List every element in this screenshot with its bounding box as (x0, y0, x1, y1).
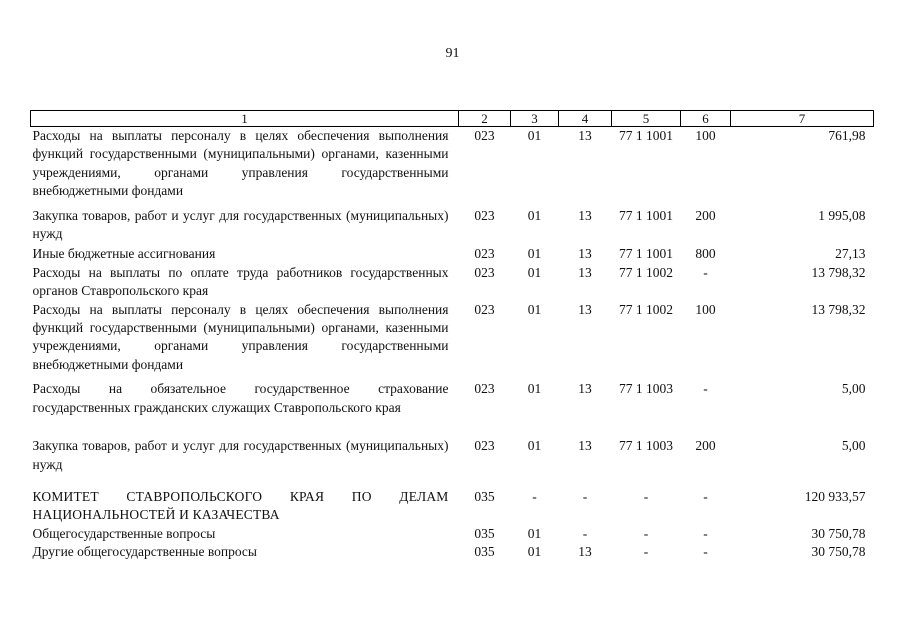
subsection-code: 13 (578, 381, 592, 397)
ministry-code: 023 (474, 438, 495, 454)
target-article-code: 77 1 1002 (619, 301, 673, 317)
amount: 13 798,32 (811, 301, 866, 317)
table-row (31, 543, 874, 561)
section-code: 01 (527, 264, 542, 280)
amount: 5,00 (841, 381, 866, 397)
amount: 120 933,57 (804, 488, 866, 504)
section-code: 01 (527, 544, 542, 560)
section-code: 01 (527, 301, 542, 317)
section-code: 01 (527, 207, 542, 223)
section-code: 01 (527, 128, 542, 143)
page-number: 91 (445, 46, 460, 61)
subsection-code: 13 (578, 301, 592, 317)
section-code: 01 (527, 381, 542, 397)
expense-type-code: 100 (695, 128, 716, 143)
subsection-code: 13 (578, 264, 592, 280)
subsection-code: 13 (578, 544, 592, 560)
subsection-code: 13 (578, 207, 592, 223)
amount: 30 750,78 (811, 544, 866, 560)
target-article-code: 77 1 1001 (619, 128, 673, 143)
expense-name: Расходы на выплаты персоналу в целях обеспечения выполнения функций государственными (муниципальными) органами, казенными учреждениями, органами управления государственными внебюджетными фондами (32, 301, 449, 372)
subsection-code: 13 (578, 438, 592, 454)
target-article-code: 77 1 1001 (619, 207, 673, 223)
column-header: 7 (731, 111, 874, 127)
target-article-code: 77 1 1003 (619, 381, 673, 397)
target-article-code: - (643, 488, 649, 504)
ministry-code: 023 (474, 301, 495, 317)
amount: 13 798,32 (811, 264, 866, 280)
amount: 30 750,78 (811, 525, 866, 541)
subsection-code: - (582, 488, 588, 504)
column-header: 4 (559, 111, 612, 127)
subsection-code: - (582, 525, 588, 541)
table-row (31, 380, 874, 437)
section-code: 01 (527, 525, 542, 541)
header-row (31, 111, 874, 127)
amount: 761,98 (828, 128, 866, 143)
section-code: 01 (527, 246, 542, 262)
budget-table (30, 110, 874, 562)
amount: 27,13 (835, 246, 866, 262)
table-row (31, 127, 874, 207)
expense-name: Расходы на выплаты персоналу в целях обеспечения выполнения функций государственными (муниципальными) органами, казенными учреждениями, органами управления государственными внебюджетными фондами (32, 128, 449, 199)
expense-type-code: - (703, 264, 708, 280)
amount: 5,00 (841, 438, 866, 454)
expense-name: Закупка товаров, работ и услуг для государственных (муниципальных) нужд (32, 438, 449, 472)
table-row (31, 264, 874, 301)
expense-name: Расходы на обязательное государственное страхование государственных гражданских служащих Ставропольского края (32, 381, 449, 415)
target-article-code: - (643, 525, 649, 541)
table-row (31, 301, 874, 381)
column-header: 3 (511, 111, 559, 127)
column-header: 5 (612, 111, 681, 127)
ministry-code: 023 (474, 264, 495, 280)
ministry-code: 035 (474, 544, 495, 560)
expense-type-code: 800 (695, 246, 716, 262)
column-header: 6 (681, 111, 731, 127)
expense-name: Закупка товаров, работ и услуг для государственных (муниципальных) нужд (32, 207, 449, 242)
table-row (31, 245, 874, 263)
expense-type-code: 100 (695, 301, 716, 317)
ministry-code: 023 (474, 381, 495, 397)
amount: 1 995,08 (818, 207, 866, 223)
expense-type-code: - (703, 381, 708, 397)
expense-type-code: - (703, 544, 708, 560)
ministry-code: 023 (474, 246, 495, 262)
section-code: - (532, 488, 537, 504)
target-article-code: 77 1 1003 (619, 438, 673, 454)
expense-type-code: - (703, 525, 708, 541)
ministry-code: 035 (474, 525, 495, 541)
subsection-code: 13 (578, 128, 592, 143)
section-code: 01 (527, 438, 542, 454)
table-row (31, 488, 874, 525)
expense-type-code: 200 (695, 438, 716, 454)
target-article-code: - (643, 544, 649, 560)
expense-name: Расходы на выплаты по оплате труда работников государственных органов Ставропольского края (32, 264, 449, 299)
subsection-code: 13 (578, 246, 592, 262)
target-article-code: 77 1 1001 (619, 246, 673, 262)
ministry-code: 035 (474, 488, 495, 504)
expense-type-code: - (703, 488, 708, 504)
committee-name: КОМИТЕТ СТАВРОПОЛЬСКОГО КРАЯ ПО ДЕЛАМ НАЦИОНАЛЬНОСТЕЙ И КАЗАЧЕСТВА (32, 488, 449, 523)
ministry-code: 023 (474, 128, 495, 143)
table-row (31, 437, 874, 488)
table-row (31, 525, 874, 543)
target-article-code: 77 1 1002 (619, 264, 673, 280)
ministry-code: 023 (474, 207, 495, 223)
expense-name: Другие общегосударственные вопросы (32, 544, 257, 560)
expense-name: Иные бюджетные ассигнования (32, 246, 216, 262)
table-row (31, 207, 874, 246)
expense-name: Общегосударственные вопросы (32, 525, 216, 541)
column-header: 2 (459, 111, 511, 127)
column-header: 1 (31, 111, 459, 127)
expense-type-code: 200 (695, 207, 716, 223)
